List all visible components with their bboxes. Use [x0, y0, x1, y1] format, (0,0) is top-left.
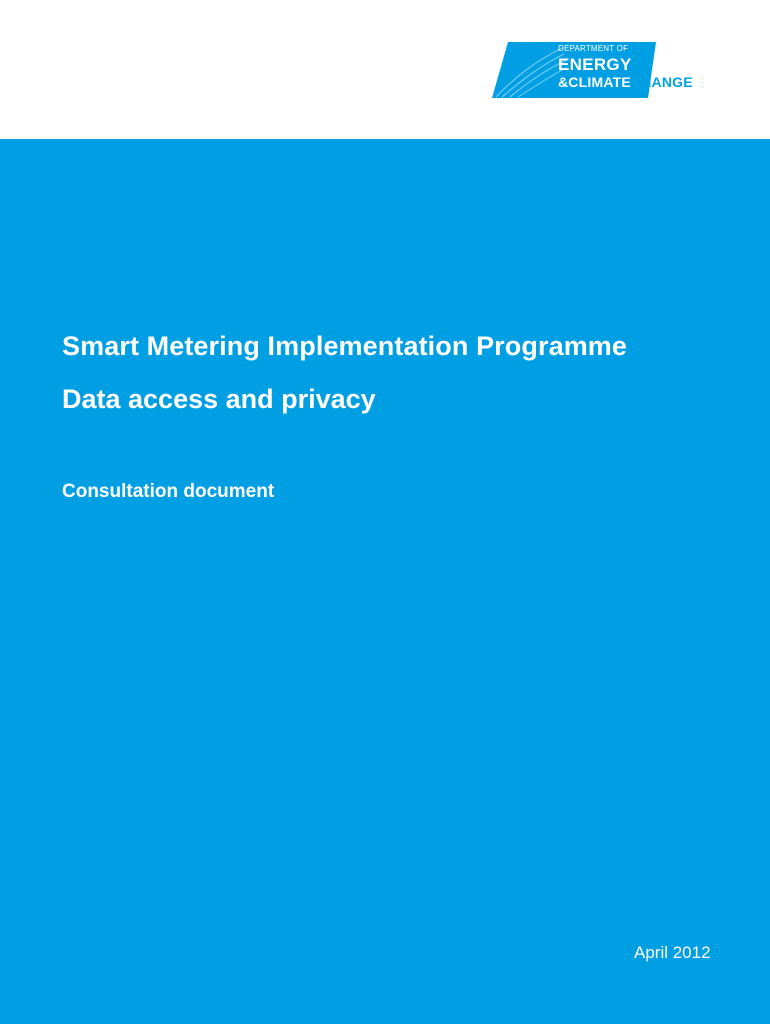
document-title: Smart Metering Implementation Programme	[62, 331, 628, 361]
publication-date: April 2012	[634, 943, 711, 962]
document-type: Consultation document	[62, 481, 275, 502]
logo-climate-change-text	[558, 75, 693, 89]
logo-department-text: DEPARTMENT OF	[558, 44, 629, 53]
logo-climate-text: &CLIMATE	[558, 74, 631, 90]
logo-energy-text: ENERGY	[558, 55, 632, 74]
page-header	[0, 0, 770, 139]
cover-panel	[0, 139, 770, 1024]
logo-change-text: CHANGE	[630, 74, 693, 90]
document-subtitle: Data access and privacy	[62, 384, 376, 414]
decc-logo	[492, 40, 732, 100]
